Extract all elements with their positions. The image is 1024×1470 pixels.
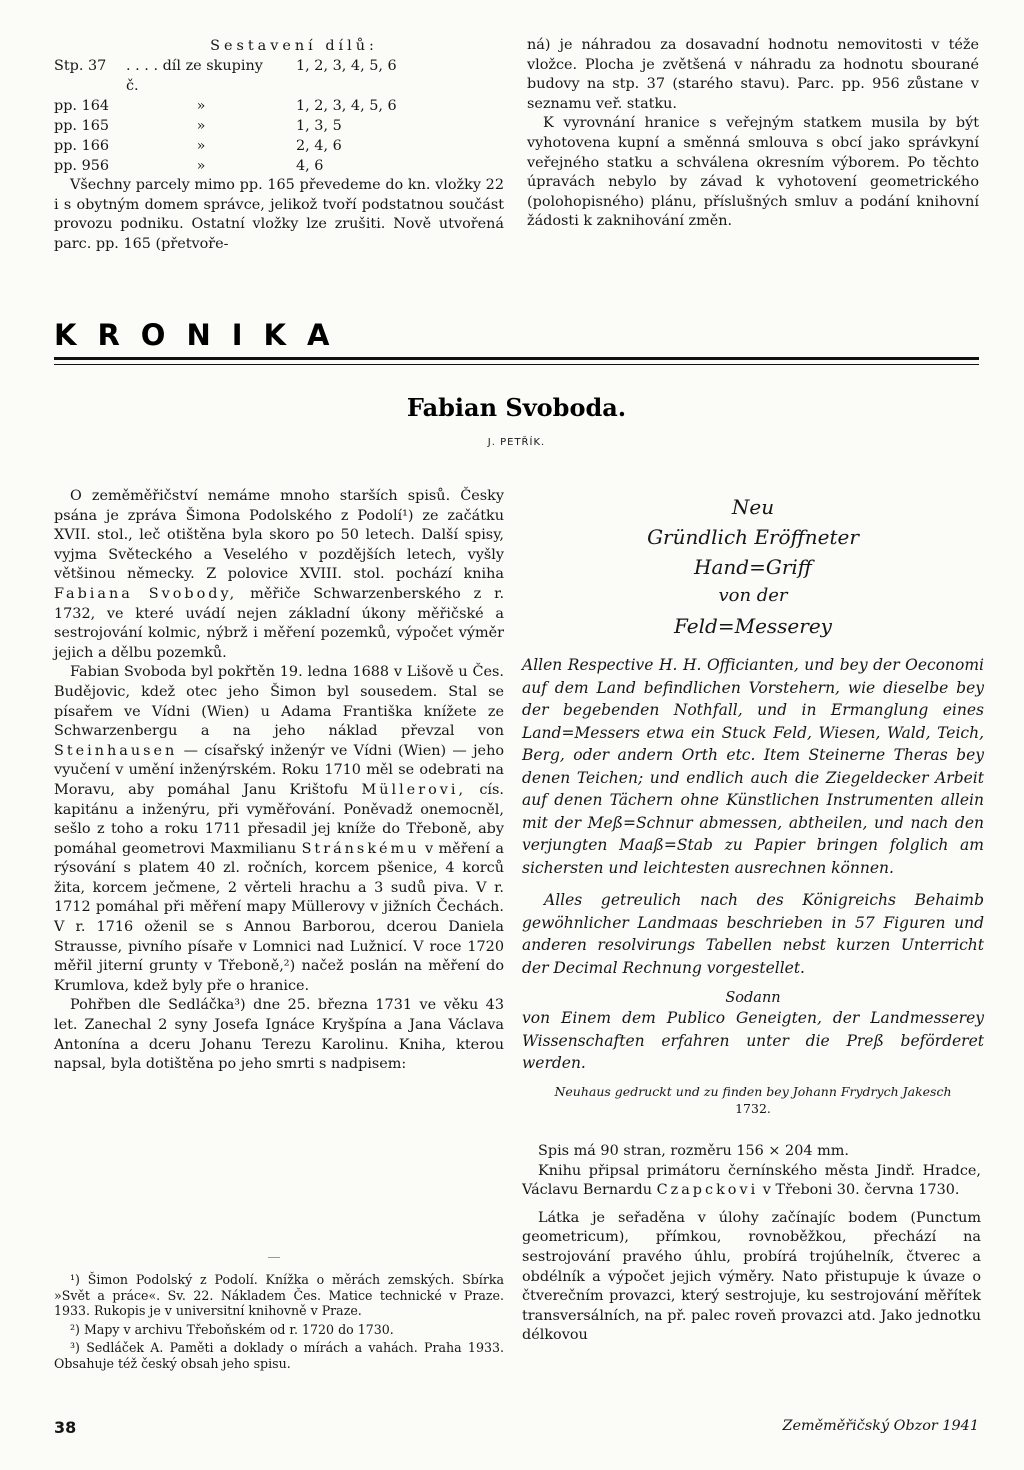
parcel-row	[54, 56, 504, 96]
parcel-mid: »	[196, 138, 206, 154]
title-line: von der	[718, 585, 788, 606]
title-line: Gründlich Eröffneter	[647, 525, 859, 549]
footnote-separator	[268, 1257, 280, 1258]
parcel-groups: 2, 4, 6	[296, 138, 342, 154]
content-paragraph: Látka je seřaděna v úlohy začínajíc bodem (Punctum geometricum), přímkou, rovnoběžkou, přechází na sestrojování pravého úhlu, probírá trojúhelník, čtverec a obdélník a výpočet jejich výměry. Nato přistupuje k úvaze o čtverečním provazci, který sestrojuje, ku sestrojování měřítek transversálních, na př. palec roveň provazci atd. Jako jednotku délkovou	[522, 1209, 981, 1344]
article-author: J. PETŘÍK.	[487, 437, 546, 448]
parcel-groups: 1, 2, 3, 4, 5, 6	[296, 98, 397, 114]
parcel-label: pp. 166	[54, 138, 110, 154]
parcel-row	[54, 96, 504, 116]
section-heading: KRONIKA	[54, 318, 351, 352]
title-page-year: 1732.	[735, 1100, 771, 1116]
parcel-mid: »	[196, 158, 206, 174]
text-run: — císařský inženýr ve Vídni (Wien) — jeho vyučení v umění inženýrském. Roku 1710 měl se odebrati na Moravu, aby pomáhal Janu Krištofu	[54, 742, 504, 798]
parcel-mid: . . . . díl ze skupiny č.	[126, 58, 263, 94]
parcel-row	[54, 156, 504, 176]
parcel-row	[54, 136, 504, 156]
article-paragraph-1	[54, 487, 504, 663]
journal-name: Zeměměřičský Obzor 1941	[782, 1418, 979, 1434]
parcel-label: pp. 165	[54, 118, 110, 134]
article-left-column	[54, 487, 504, 1075]
title-page-sodann: Sodann	[725, 990, 781, 1006]
text-run: v měření a rýsování s platem 40 zl. ročních, korcem pšenice, 4 korců žita, korcem ječmene, 2 věrteli hrachu a 3 sudů piva. V r. 1712 pomáhal při měření mapy Müllerovy v jižních Čechách. V r. 1716 oženil se s Annou Barborou, dcerou Daniela Strausse, pivního písaře v Lomnici nad Lužnicí. V roce 1720 měřil jiterní grunty v Třeboně,²) načež poslán na měření do Krumlova, kdež byly pře o hranice.	[54, 840, 504, 994]
book-title-page	[522, 492, 984, 1117]
person-name-spaced: Czapckovi	[656, 1182, 759, 1199]
person-name-spaced: Stránskému	[301, 840, 420, 857]
parcel-table-heading: Sestavení dílů:	[210, 38, 378, 54]
text-run: cís. kapitánu a inženýru, při vyměřování. Poněvadž onemocněl, sešlo z toho a roku 1711 přesadil jej kníže do Třeboně, aby pomáhal geometrovi Maxmilianu	[54, 781, 504, 857]
footnotes	[54, 1272, 504, 1374]
parcel-label: pp. 164	[54, 98, 110, 114]
text-run: v Třeboni 30. června 1730.	[762, 1182, 960, 1199]
text-run: Fabian Svoboda byl pokřtěn 19. ledna 1688 v Lišově u Čes. Budějovic, kdež otec jeho Šimon byl sousedem. Stal se písařem ve Vídni (Wien) u Adama Františka knížete ze Schwarzenbergu a na jeho náklad převzal von	[54, 664, 504, 740]
title-page-body: von Einem dem Publico Geneigten, der Landmesserey Wissenschaften erfahren unter die Preß beförderet werden.	[522, 1009, 984, 1072]
person-name-spaced: Müllerovi,	[361, 781, 467, 798]
book-size-paragraph: Spis má 90 stran, rozměru 156 × 204 mm.	[538, 1143, 849, 1159]
footnote: ³) Sedláček A. Paměti a doklady o mírách a vahách. Praha 1933. Obsahuje též český obsah jeho spisu.	[54, 1340, 504, 1371]
parcel-row	[54, 116, 504, 136]
article-title: Fabian Svoboda.	[406, 393, 627, 422]
text-run: O zeměměřičství nemáme mnoho starších spisů. Česky psána je zpráva Šimona Podolského z Podolí¹) ze začátku XVII. stol., leč otištěna byla skoro po 50 letech. Další spisy, vyjma Světeckého a Veselého v pozdějších letech, vyšly většinou německy. Z polovice XVIII. stol. pochází kniha	[54, 488, 504, 583]
continuation-paragraph: ná) je náhradou za dosavadní hodnotu nemovitosti v téže vložce. Plocha je zvětšená v náhradu za hodnotu sbourané budovy na stp. 37 (starého stavu). Parc. pp. 956 zůstane v seznamu veř. statku.	[527, 37, 979, 112]
parcel-paragraph: Všechny parcely mimo pp. 165 převedeme do kn. vložky 22 i s obytným domem správce, jelikož tvoří podstatnou součást provozu podniku. Ostatní vložky lze zrušiti. Nově utvořená parc. pp. 165 (přetvoře-	[54, 177, 504, 252]
heading-rule-thin	[54, 364, 979, 365]
parcel-groups: 1, 3, 5	[296, 118, 342, 134]
parcel-mid: »	[196, 118, 206, 134]
heading-rule-thick	[54, 357, 979, 360]
person-name-spaced: Steinhausen	[54, 742, 178, 759]
parcel-label: Stp. 37	[54, 58, 107, 74]
title-page-imprint: Neuhaus gedruckt und zu finden bey Johann Frydrych Jakesch	[554, 1083, 952, 1099]
article-right-column	[522, 1142, 981, 1346]
article-paragraph-2	[54, 663, 504, 996]
author-name-spaced: Fabiana Svobody,	[54, 585, 238, 602]
title-line: Hand=Griff	[694, 555, 812, 579]
top-right-column	[527, 36, 979, 232]
dedication-paragraph	[522, 1162, 981, 1201]
article-paragraph-3: Pohřben dle Sedláčka³) dne 25. března 1731 ve věku 43 let. Zanechal 2 syny Josefa Ignáce Kryšpína a Jana Václava Antonína a dceru Johanu Terezu Karolinu. Kniha, kterou napsal, byla dotištěna po jeho smrti s nadpisem:	[54, 997, 504, 1073]
parcel-groups: 4, 6	[296, 158, 324, 174]
text-run: Knihu připsal primátoru černínského města Jindř. Hradce, Václavu Bernardu	[522, 1162, 981, 1199]
text-run: měřiče Schwarzenberského z r. 1732, ve které uvádí nejen základní úkony měřičské a sestrojování kolmic, nýbrž i měření pozemků, výpočet výměr jejich a dělbu pozemků.	[54, 585, 505, 661]
title-line: Feld=Messerey	[674, 614, 832, 638]
parcel-label: pp. 956	[54, 158, 110, 174]
title-page-body: Alles getreulich nach des Königreichs Behaimb gewöhnlicher Landmaas beschrieben in 57 Figuren und anderen resolvirungs Tabellen nebst kurzen Unterricht der Decimal Rechnung vorgestellet.	[522, 891, 984, 977]
footnote: ²) Mapy v archivu Třeboňském od r. 1720 do 1730.	[70, 1321, 394, 1337]
parcel-mid: »	[196, 98, 206, 114]
title-page-body: Allen Respective H. H. Officianten, und bey der Oeconomi auf dem Land befindlichen Vorstehern, wie dieselbe bey der begebenden Nothfall, und in Ermanglung eines Land=Messers etwa ein Stuck Feld, Wiesen, Wald, Teich, Berg, oder andern Orth etc. Item Steinerne Theras bey denen Teichen; und endlich auch die Ziegeldecker Arbeit auf denen Tächern ohne Künstlichen Instrumenten allein mit der Meß=Schnur abmessen, abtheilen, und nach den verjungten Maaß=Stab zu Papier bringen folglich am sichersten und leichtesten ausrechnen können.	[522, 656, 984, 877]
parcel-assembly-block	[54, 36, 504, 254]
page-number: 38	[54, 1418, 77, 1437]
title-line: Neu	[731, 495, 775, 519]
boundary-paragraph: K vyrovnání hranice s veřejným statkem musila by být vyhotovena kupní a směnná smlouva s obcí jako správkyní veřejného statku a schválena okresním výborem. Po těchto úpravách nebylo by závad k vyhotovení geometrického (polohopisného) plánu, příslušných smluv a podání knihovní žádosti k zaknihování změn.	[527, 115, 979, 230]
parcel-groups: 1, 2, 3, 4, 5, 6	[296, 58, 397, 74]
footnote: ¹) Šimon Podolský z Podolí. Knížka o měrách zemských. Sbírka »Svět a práce«. Sv. 22. Nákladem Čes. Matice technické v Praze. 1933. Rukopis je v universitní knihovně v Praze.	[54, 1272, 504, 1318]
